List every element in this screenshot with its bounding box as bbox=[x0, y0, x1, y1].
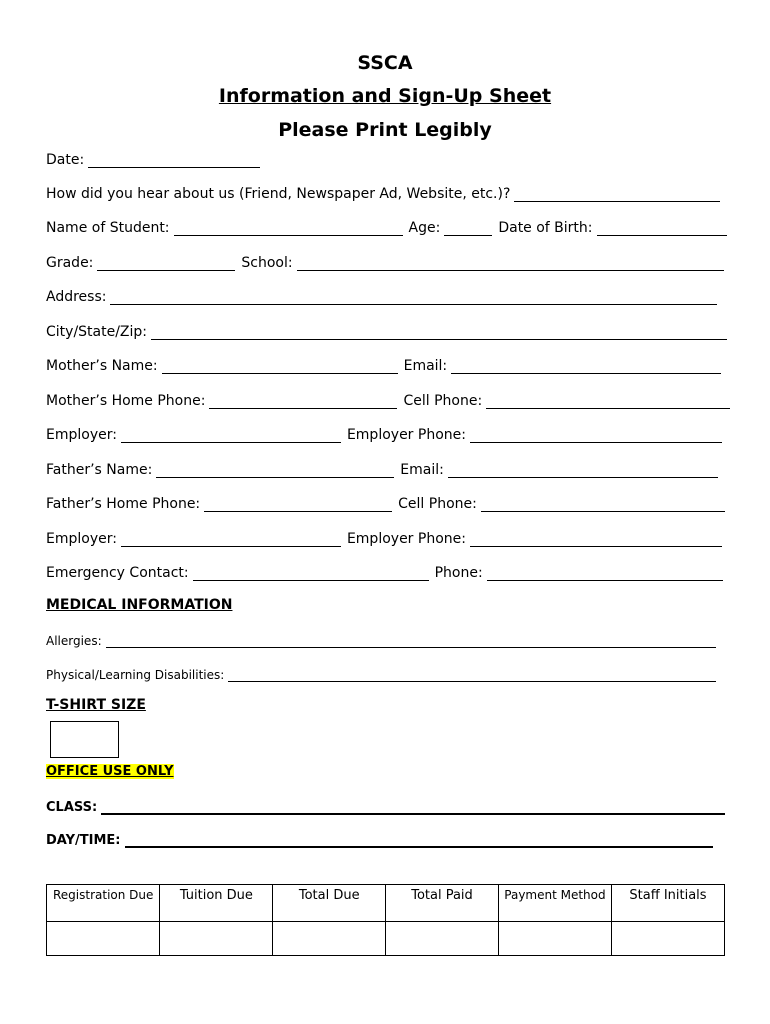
grade-field[interactable] bbox=[97, 255, 235, 271]
hear-about-label: How did you hear about us (Friend, Newspaper Ad, Website, etc.)? bbox=[46, 186, 511, 202]
medical-heading: MEDICAL INFORMATION bbox=[46, 597, 233, 613]
mother-email-field[interactable] bbox=[451, 358, 721, 374]
father-name-label: Father’s Name: bbox=[46, 462, 153, 478]
total-paid-cell[interactable] bbox=[386, 922, 499, 956]
mother-employer-phone-field[interactable] bbox=[470, 427, 722, 443]
mother-name-label: Mother’s Name: bbox=[46, 358, 158, 374]
disabilities-row bbox=[46, 662, 722, 682]
father-email-field[interactable] bbox=[448, 462, 718, 478]
date-row bbox=[46, 148, 266, 168]
father-cell-phone-field[interactable] bbox=[481, 496, 725, 512]
form-subtitle: Please Print Legibly bbox=[278, 119, 492, 141]
office-use-label: OFFICE USE ONLY bbox=[46, 764, 174, 779]
mother-cell-phone-field[interactable] bbox=[486, 393, 730, 409]
day-time-row bbox=[46, 828, 719, 848]
hear-about-field[interactable] bbox=[514, 186, 720, 202]
form-title: Information and Sign-Up Sheet bbox=[218, 85, 552, 107]
mother-name-field[interactable] bbox=[162, 358, 398, 374]
father-employer-label: Employer: bbox=[46, 531, 117, 547]
staff-initials-cell[interactable] bbox=[612, 922, 725, 956]
staff-initials-header: Staff Initials bbox=[612, 885, 725, 922]
allergies-row bbox=[46, 628, 722, 648]
total-due-header: Total Due bbox=[273, 885, 386, 922]
disabilities-field[interactable] bbox=[228, 666, 716, 682]
tshirt-size-box[interactable] bbox=[50, 721, 119, 758]
dob-label: Date of Birth: bbox=[498, 220, 593, 236]
date-field[interactable] bbox=[88, 152, 260, 168]
mother-employer-label: Employer: bbox=[46, 427, 117, 443]
day-time-field[interactable] bbox=[125, 831, 713, 848]
mother-employer-phone-label: Employer Phone: bbox=[346, 427, 466, 443]
emergency-row bbox=[46, 561, 729, 581]
student-name-label: Name of Student: bbox=[46, 220, 170, 236]
hear-about-row bbox=[46, 182, 726, 202]
grade-label: Grade: bbox=[46, 255, 94, 271]
total-due-cell[interactable] bbox=[273, 922, 386, 956]
allergies-field[interactable] bbox=[106, 632, 716, 648]
father-name-field[interactable] bbox=[156, 462, 394, 478]
city-row bbox=[46, 320, 733, 340]
father-row bbox=[46, 458, 724, 478]
father-employer-phone-field[interactable] bbox=[470, 531, 722, 547]
mother-employer-row bbox=[46, 423, 728, 443]
grade-row bbox=[46, 251, 730, 271]
tuition-due-cell[interactable] bbox=[160, 922, 273, 956]
mother-home-phone-label: Mother’s Home Phone: bbox=[46, 393, 206, 409]
father-employer-phone-label: Employer Phone: bbox=[346, 531, 466, 547]
payment-method-cell[interactable] bbox=[498, 922, 611, 956]
father-phone-row bbox=[46, 492, 731, 512]
mother-employer-field[interactable] bbox=[121, 427, 341, 443]
date-label: Date: bbox=[46, 152, 85, 168]
fee-table bbox=[46, 884, 725, 956]
org-name: SSCA bbox=[357, 52, 413, 74]
emergency-contact-label: Emergency Contact: bbox=[46, 565, 189, 581]
age-field[interactable] bbox=[444, 220, 492, 236]
school-field[interactable] bbox=[297, 255, 724, 271]
city-state-zip-field[interactable] bbox=[151, 324, 727, 340]
father-cell-phone-label: Cell Phone: bbox=[398, 496, 477, 512]
registration-due-header: Registration Due bbox=[47, 885, 160, 922]
address-field[interactable] bbox=[110, 289, 717, 305]
office-use-heading bbox=[46, 763, 174, 779]
fee-table-row bbox=[47, 922, 725, 956]
father-employer-row bbox=[46, 527, 728, 547]
class-row bbox=[46, 795, 731, 815]
emergency-contact-field[interactable] bbox=[193, 565, 429, 581]
school-label: School: bbox=[241, 255, 293, 271]
day-time-label: DAY/TIME: bbox=[46, 833, 121, 848]
dob-field[interactable] bbox=[597, 220, 727, 236]
city-state-zip-label: City/State/Zip: bbox=[46, 324, 148, 340]
registration-due-cell[interactable] bbox=[47, 922, 160, 956]
mother-email-label: Email: bbox=[403, 358, 448, 374]
payment-method-header: Payment Method bbox=[498, 885, 611, 922]
age-label: Age: bbox=[408, 220, 441, 236]
father-email-label: Email: bbox=[400, 462, 444, 478]
emergency-phone-field[interactable] bbox=[487, 565, 723, 581]
father-employer-field[interactable] bbox=[121, 531, 341, 547]
address-row bbox=[46, 285, 723, 305]
mother-phone-row bbox=[46, 389, 736, 409]
disabilities-label: Physical/Learning Disabilities: bbox=[46, 668, 225, 682]
mother-row bbox=[46, 354, 727, 374]
tshirt-heading: T-SHIRT SIZE bbox=[46, 697, 146, 713]
tuition-due-header: Tuition Due bbox=[160, 885, 273, 922]
class-label: CLASS: bbox=[46, 800, 98, 815]
father-home-phone-field[interactable] bbox=[204, 496, 392, 512]
father-home-phone-label: Father’s Home Phone: bbox=[46, 496, 201, 512]
fee-table-header-row bbox=[47, 885, 725, 922]
emergency-phone-label: Phone: bbox=[434, 565, 483, 581]
class-field[interactable] bbox=[101, 798, 725, 815]
total-paid-header: Total Paid bbox=[386, 885, 499, 922]
mother-home-phone-field[interactable] bbox=[209, 393, 397, 409]
address-label: Address: bbox=[46, 289, 107, 305]
student-name-field[interactable] bbox=[174, 220, 403, 236]
mother-cell-phone-label: Cell Phone: bbox=[403, 393, 483, 409]
allergies-label: Allergies: bbox=[46, 634, 102, 648]
student-row bbox=[46, 216, 733, 236]
